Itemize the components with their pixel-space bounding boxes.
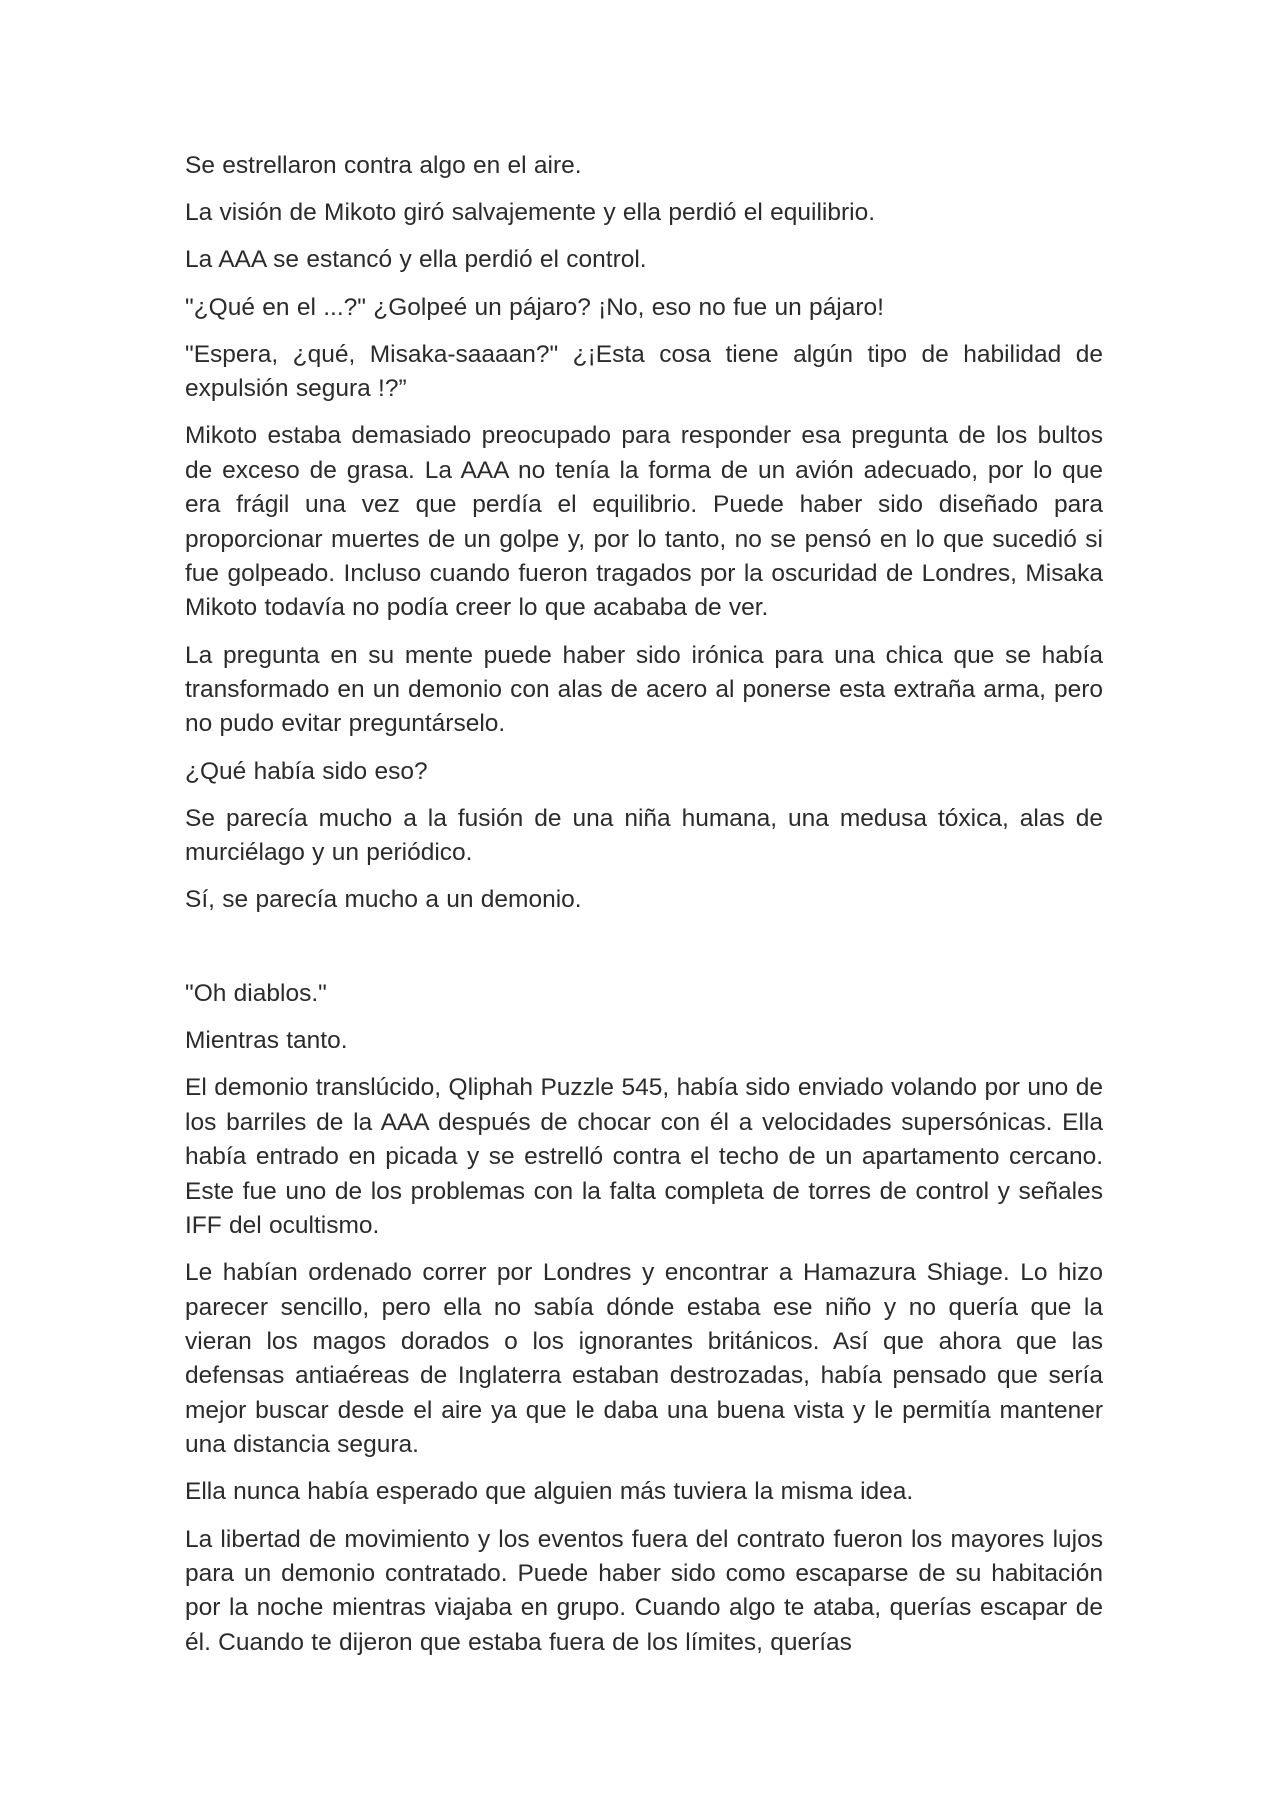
paragraph: "Oh diablos." [185,979,327,1007]
paragraph: Ella nunca había esperado que alguien más tuviera la misma idea. [185,1478,914,1506]
paragraph: Le habían ordenado correr por Londres y encontrar a Hamazura Shiage. Lo hizo parecer sencillo, pero ella no sabía dónde estaba ese niño y no quería que la vieran los magos dorados o los ignorantes británicos. Así que ahora que las defensas antiaéreas de Inglaterra estaban destrozadas, había pensado que sería mejor buscar desde el aire ya que le daba una buena vista y le permitía mantener una distancia segura. [185,1259,1103,1459]
paragraph: La visión de Mikoto giró salvajemente y ella perdió el equilibrio. [185,199,876,227]
paragraph: "¿Qué en el ...?" ¿Golpeé un pájaro? ¡No, eso no fue un pájaro! [185,293,884,321]
paragraph: La libertad de movimiento y los eventos fuera del contrato fueron los mayores lujos para un demonio contratado. Puede haber sido como escaparse de su habitación por la noche mientras viajaba en grupo. Cuando algo te ataba, querías escapar de él. Cuando te dijeron que estaba fuera de los límites, querías [185,1525,1103,1656]
paragraph: Mientras tanto. [185,1027,348,1055]
paragraph: ¿Qué había sido eso? [185,757,428,785]
document-body [185,149,1103,1673]
paragraph: Se estrellaron contra algo en el aire. [185,152,582,179]
paragraph: Sí, se parecía mucho a un demonio. [185,886,582,914]
paragraph: La AAA se estancó y ella perdió el control. [185,246,647,274]
paragraph: "Espera, ¿qué, Misaka-saaaan?" ¿¡Esta cosa tiene algún tipo de habilidad de expulsión segura !?” [185,340,1103,403]
paragraph: Se parecía mucho a la fusión de una niña humana, una medusa tóxica, alas de murciélago y un periódico. [185,804,1103,867]
paragraph: El demonio translúcido, Qliphah Puzzle 545, había sido enviado volando por uno de los barriles de la AAA después de chocar con él a velocidades supersónicas. Ella había entrado en picada y se estrelló contra el techo de un apartamento cercano. Este fue uno de los problemas con la falta completa de torres de control y señales IFF del ocultismo. [185,1074,1103,1239]
paragraph: La pregunta en su mente puede haber sido irónica para una chica que se había transformado en un demonio con alas de acero al ponerse esta extraña arma, pero no pudo evitar preguntárselo. [185,641,1103,738]
paragraph: Mikoto estaba demasiado preocupado para responder esa pregunta de los bultos de exceso de grasa. La AAA no tenía la forma de un avión adecuado, por lo que era frágil una vez que perdía el equilibrio. Puede haber sido diseñado para proporcionar muertes de un golpe y, por lo tanto, no se pensó en lo que sucedió si fue golpeado. Incluso cuando fueron tragados por la oscuridad de Londres, Misaka Mikoto todavía no podía creer lo que acababa de ver. [185,422,1103,622]
